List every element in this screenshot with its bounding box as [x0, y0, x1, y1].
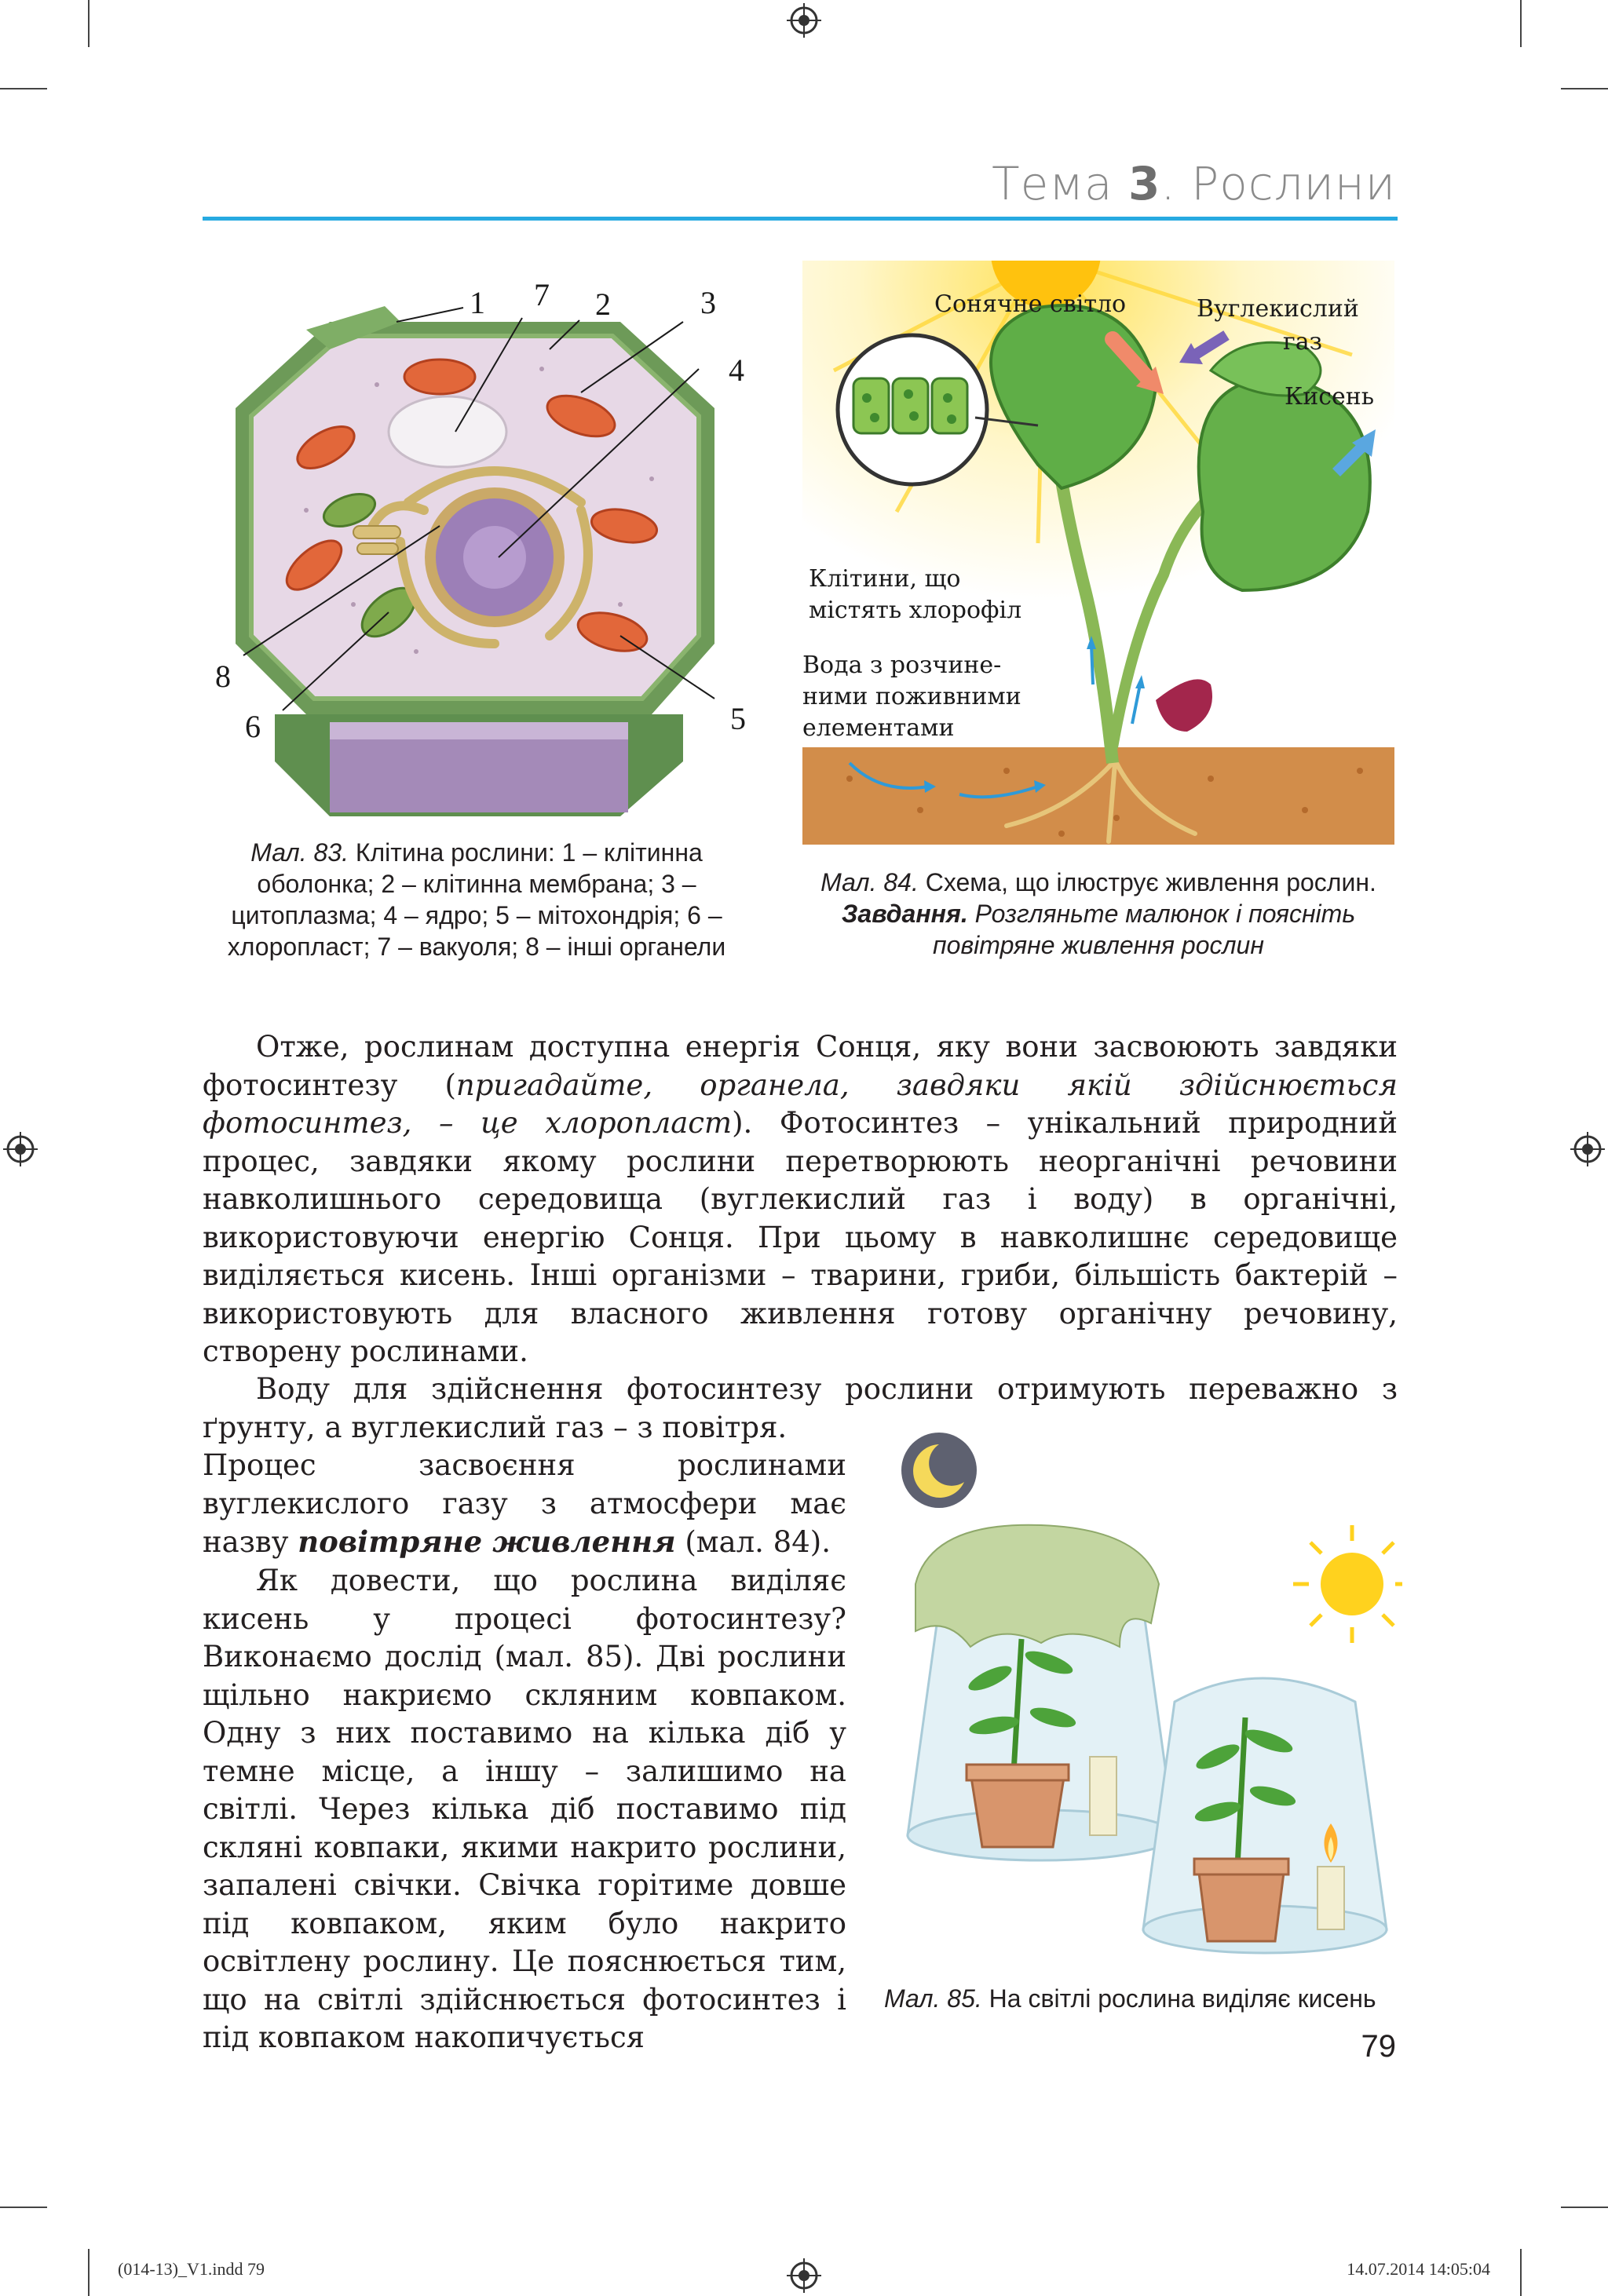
header-rule — [203, 217, 1398, 221]
topic-header — [992, 157, 1396, 210]
crop-mark — [0, 88, 47, 89]
paragraph-2-text-b: Процес засвоєння рослинами вуглекислого газу з атмосфери має назву — [203, 1448, 846, 1559]
crop-mark — [1561, 2207, 1608, 2208]
date-slug: 14.07.2014 14:05:04 — [1347, 2259, 1490, 2279]
paragraph-2-text-c: (мал. 84). — [685, 1525, 831, 1559]
label-co2-line2: газ — [1283, 328, 1322, 356]
figure-83-text: Клітина рослини: 1 – клітинна оболонка; 2 – клітинна мембрана; 3 – цитоплазма; 4 – ядро; 5 – мітохондрія; 6 – хлоропласт; 7 – вакуоля; 8 – інші органели — [227, 838, 726, 961]
crop-mark — [0, 2207, 47, 2208]
figure-84-caption — [802, 867, 1394, 961]
cell-label-6: 6 — [245, 709, 261, 744]
paragraph-1-text: Отже, рослинам доступна енергія Сонця, яку вони засвоюють завдяки фотосинтезу ( — [203, 1030, 1398, 1102]
paragraph-3-text: Як довести, що рослина виділяє кисень у процесі фотосинтезу? Виконаємо дослід (мал. 85). Дві рослини щільно накриємо скляним ковпаком. Одну з них поставимо на кілька діб у темне місце, а іншу – залишимо на світлі. Через кілька діб поставимо під скляні ковпаки, якими накрито рослини, запалені свічки. Свічка горітиме довше під ковпаком, яким було накрито освітлену рослину. Це пояснюється тим, що на світлі здійснюється фотосинтез і під ковпаком накопичується — [203, 1564, 846, 2054]
paragraph-1-italic: пригадайте, органела, завдяки якій здійснюється фотосинтез, – це хлоропласт — [203, 1068, 1398, 1140]
label-co2-line1: Вуглекислий — [1197, 295, 1359, 323]
crop-mark — [88, 0, 90, 47]
paragraph-1-text-end: ). Фотосинтез – унікальний природний процес, завдяки якому рослини перетворюють неорганічні речовини навколишнього середовища (вуглекислий газ і воду) в органічні, використовуючи енергію Сонця. При цьому в навколишнє середовище виділяється кисень. Інші організми – тварини, гриби, більшість бактерій – використовують для власного живлення готову органічну речовину, створену рослинами. — [203, 1106, 1398, 1368]
cell-label-8: 8 — [215, 659, 231, 694]
paragraph-3 — [203, 1562, 846, 2057]
registration-mark-icon — [787, 3, 821, 38]
cell-label-1: 1 — [470, 285, 485, 320]
plant-cell-illustration — [212, 275, 746, 816]
figure-84-text: Схема, що ілюструє живлення рослин. — [925, 868, 1376, 896]
crop-mark — [88, 2249, 90, 2296]
label-water-line2: ними поживними — [802, 683, 1021, 710]
cell-label-7: 7 — [534, 277, 550, 312]
crop-mark — [1520, 2249, 1522, 2296]
label-oxygen: Кисень — [1285, 383, 1375, 411]
topic-title: . Рослини — [1160, 157, 1396, 210]
task-label: Завдання. — [841, 900, 968, 928]
figure-85-text: На світлі рослина виділяє кисень — [989, 1984, 1376, 2013]
paragraph-2-continued — [203, 1447, 846, 1562]
cell-label-3: 3 — [700, 285, 716, 320]
label-sunlight: Сонячне світло — [934, 290, 1127, 318]
experiment-illustration — [884, 1427, 1402, 1977]
cell-label-5: 5 — [730, 701, 746, 736]
label-cells-line2: містять хлорофіл — [809, 597, 1022, 624]
paragraph-1 — [203, 1028, 1398, 1371]
registration-mark-icon — [787, 2258, 821, 2293]
figure-83-caption — [206, 837, 747, 962]
topic-number: 3 — [1128, 157, 1161, 210]
task-text: Розгляньте малюнок і поясніть повітряне живлення рослин — [933, 900, 1356, 959]
cell-label-4: 4 — [729, 352, 744, 388]
paragraph-2-text: Воду для здійснення фотосинтезу рослини отримують переважно з ґрунту, а вуглекислий газ – з повітря. — [203, 1372, 1398, 1444]
figure-84-number: Мал. 84. — [820, 868, 919, 896]
term-air-nutrition: повітряне живлення — [298, 1524, 676, 1559]
figure-85-number: Мал. 85. — [884, 1984, 982, 2013]
topic-prefix: Тема — [992, 157, 1113, 210]
figure-85-caption — [884, 1983, 1394, 2014]
page-number: 79 — [1361, 2029, 1396, 2064]
cell-label-2: 2 — [595, 287, 611, 322]
figure-83-number: Мал. 83. — [250, 838, 349, 867]
label-water-line3: елементами — [802, 714, 955, 742]
file-slug: (014-13)_V1.indd 79 — [118, 2259, 265, 2279]
registration-mark-icon — [1570, 1132, 1605, 1166]
label-cells-line1: Клітини, що — [809, 565, 961, 593]
crop-mark — [1561, 88, 1608, 89]
label-water-line1: Вода з розчине- — [802, 652, 1002, 679]
crop-mark — [1520, 0, 1522, 47]
registration-mark-icon — [3, 1132, 38, 1166]
